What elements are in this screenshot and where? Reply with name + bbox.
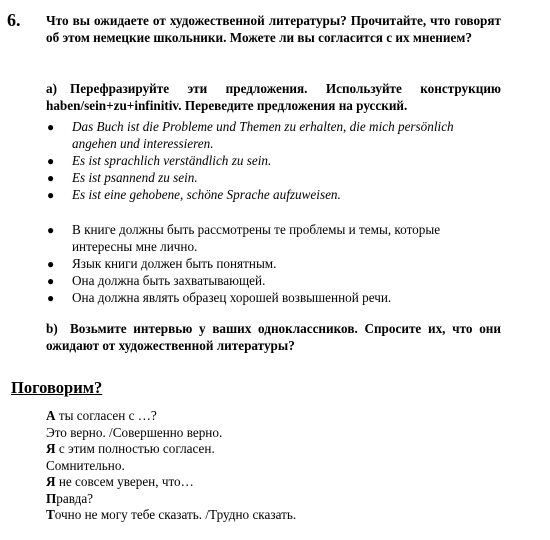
bullet-icon: ● (47, 187, 55, 202)
german-sentence-list (46, 119, 501, 204)
phrase-line: Сомнительно. (46, 457, 125, 473)
bullet-icon: ● (47, 153, 55, 168)
list-item: ● Es ist psannend zu sein. (47, 169, 198, 185)
phrase-line: Я не совсем уверен, что… (46, 474, 194, 489)
bullet-icon: ● (47, 256, 55, 271)
bullet-icon: ● (47, 170, 55, 185)
list-item: ● Она должна быть захватывающей. (47, 272, 266, 288)
part-a-letter: a) (46, 81, 57, 96)
bullet-icon: ● (47, 273, 55, 288)
phrase-line: Точно не могу тебе сказать. /Трудно сказать. (46, 507, 297, 522)
list-item: ● Она должна являть образец хорошей возвышенной речи. (47, 289, 392, 305)
phrase-line: А ты согласен с …? (46, 408, 157, 423)
phrase-line: Я с этим полностью согласен. (46, 441, 215, 456)
part-b (46, 320, 501, 354)
part-b-letter: b) (46, 321, 58, 336)
phrase-line: Правда? (46, 490, 94, 506)
russian-sentence-list (46, 222, 501, 307)
list-item: ● Es ist eine gehobene, schöne Sprache aufzuweisen. (47, 186, 341, 202)
exercise-number: 6. (7, 10, 21, 30)
list-item: ● Es ist sprachlich verständlich zu sein. (47, 152, 272, 168)
exercise-task: Что вы ожидаете от художественной литературы? Прочитайте, что говорят об этом немецкие школьники. Можете ли вы согласится с их мнением? (46, 13, 501, 45)
phrase-list (46, 408, 296, 524)
section-heading: Поговорим? (11, 378, 103, 397)
list-item: ● Das Buch ist die Probleme und Themen zu erhalten, die mich persönlich angehen und interessieren. (47, 119, 454, 151)
phrase-line: Это верно. /Совершенно верно. (46, 424, 223, 440)
list-item: ● Язык книги должен быть понятным. (47, 255, 277, 271)
bullet-icon: ● (47, 223, 55, 237)
bullet-icon: ● (47, 290, 55, 305)
bullet-icon: ● (47, 120, 55, 134)
part-a-instruction: Перефразируйте эти предложения. Используйте конструкцию haben/sein+zu+infinitiv. Переведите предложения на русский. (46, 81, 501, 113)
list-item: ● В книге должны быть рассмотрены те проблемы и темы, которые интересны мне лично. (47, 222, 441, 254)
part-b-instruction: Возьмите интервью у ваших одноклассников. Спросите их, что они ожидают от художественной литературы? (46, 321, 501, 353)
part-a (46, 80, 501, 114)
